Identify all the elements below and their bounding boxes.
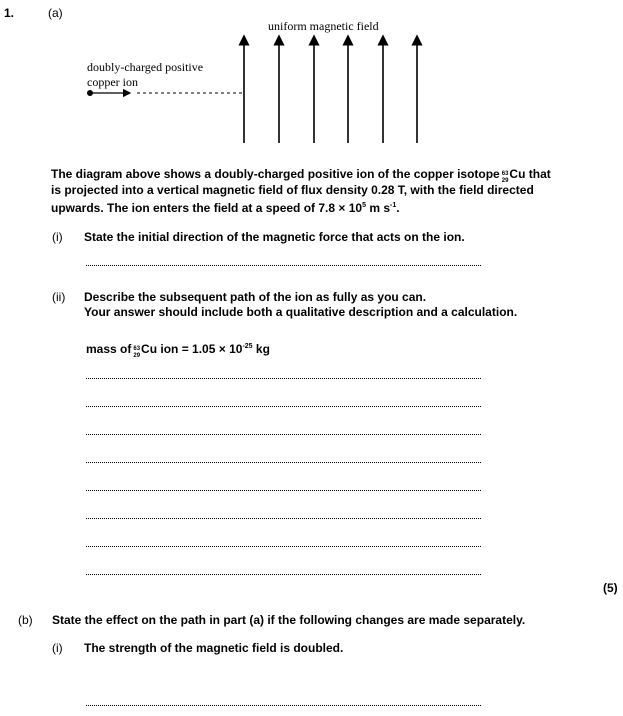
intro-line-1-text: The diagram above shows a doubly-charged positive ion of the copper isotope	[51, 167, 500, 181]
isotope-atomic-number: 29	[501, 178, 509, 184]
intro-period: .	[396, 201, 400, 215]
part-a-ii-question-line2: Your answer should include both a qualitative description and a calculation.	[84, 305, 518, 319]
magnetic-field-diagram	[0, 0, 623, 160]
ion-mass-statement	[86, 341, 270, 360]
part-a-label: (a)	[48, 6, 63, 20]
part-b-question: State the effect on the path in part (a) if the following changes are made separately.	[52, 613, 526, 627]
part-b-i-label: (i)	[52, 641, 63, 655]
intro-line-3	[51, 200, 400, 217]
speed-text: upwards. The ion enters the field at a speed of 7.8 × 10	[51, 201, 363, 215]
answer-line[interactable]	[86, 265, 481, 266]
unit-exponent: -1	[390, 202, 397, 209]
ion-label-line1: doubly-charged positive	[87, 60, 204, 74]
answer-line[interactable]	[86, 434, 481, 435]
speed-unit: m s	[366, 201, 391, 215]
speed-exponent: 5	[362, 202, 366, 209]
mass-unit: kg	[252, 342, 270, 356]
part-a-i-question: State the initial direction of the magnetic force that acts on the ion.	[84, 230, 465, 244]
answer-line[interactable]	[86, 490, 481, 491]
question-number: 1.	[4, 6, 15, 20]
answer-line[interactable]	[86, 574, 481, 575]
marks-total: (5)	[603, 581, 618, 595]
part-b-i-question: The strength of the magnetic field is doubled.	[84, 641, 344, 655]
isotope-atomic-number: 29	[133, 353, 141, 359]
answer-line[interactable]	[86, 705, 481, 706]
isotope-symbol: Cu	[141, 342, 158, 356]
isotope-mass-number: 63	[133, 346, 141, 352]
answer-line[interactable]	[86, 546, 481, 547]
answer-line[interactable]	[86, 518, 481, 519]
part-a-ii-question-line1: Describe the subsequent path of the ion as fully as you can.	[84, 290, 427, 304]
mass-label: mass of	[86, 342, 132, 356]
ion-with-velocity	[87, 90, 243, 96]
field-label: uniform magnetic field	[268, 19, 379, 33]
field-lines	[244, 40, 417, 143]
part-a-ii-label: (ii)	[52, 290, 66, 304]
answer-line[interactable]	[86, 462, 481, 463]
mass-value: ion = 1.05 × 10	[157, 342, 243, 356]
mass-exponent: -25	[242, 343, 253, 350]
intro-line-1-end: that	[528, 167, 551, 181]
isotope-notation	[133, 346, 140, 360]
isotope-symbol: Cu	[509, 167, 526, 181]
ion-label-line2: copper ion	[87, 75, 138, 89]
intro-line-2: is projected into a vertical magnetic field of flux density 0.28 T, with the field directed	[51, 183, 534, 197]
part-a-i-label: (i)	[52, 230, 63, 244]
answer-line[interactable]	[86, 406, 481, 407]
part-b-label: (b)	[18, 613, 33, 627]
answer-line[interactable]	[86, 378, 481, 379]
isotope-mass-number: 63	[501, 171, 509, 177]
